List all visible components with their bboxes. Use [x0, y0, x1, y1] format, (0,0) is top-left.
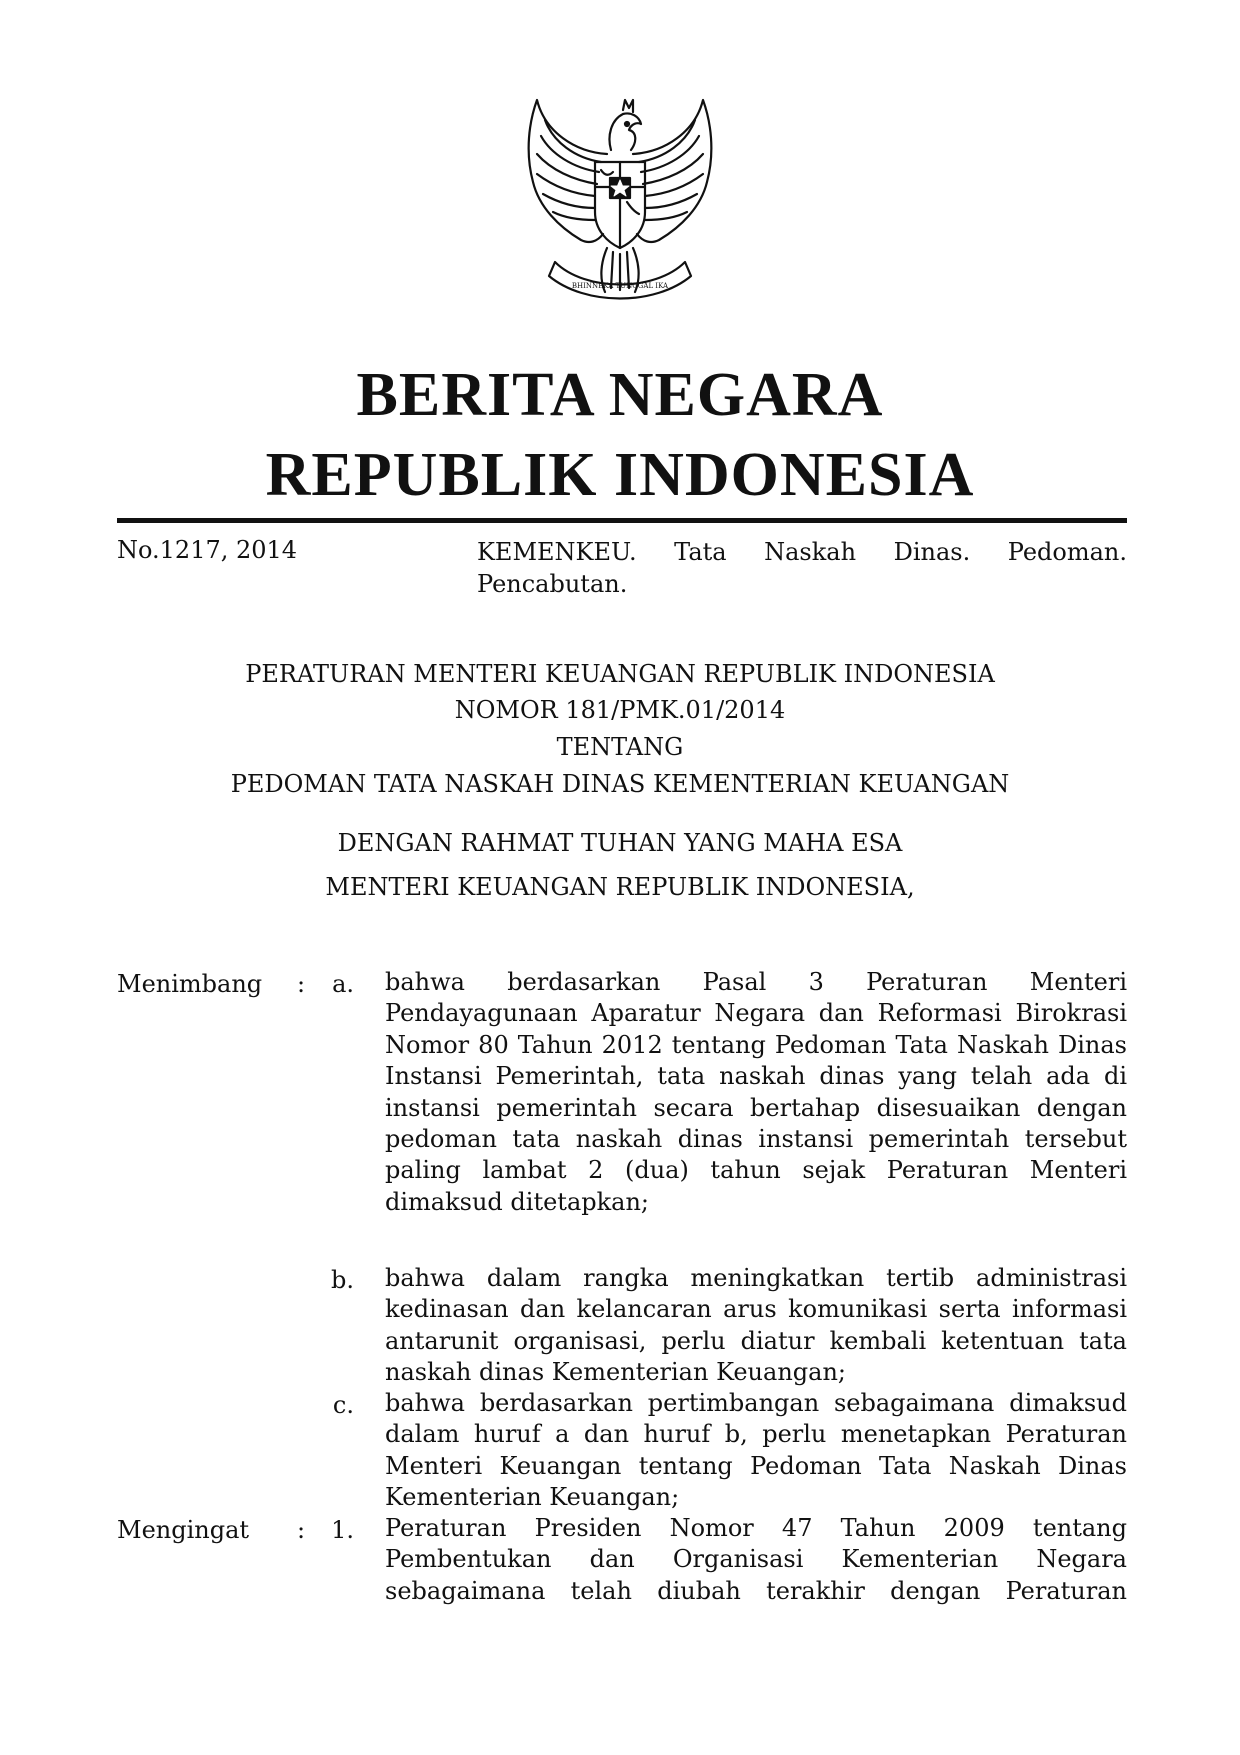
mengingat-label: Mengingat	[117, 1516, 250, 1544]
legal-basis-item: Peraturan Presiden Nomor 47 Tahun 2009 tentang Pembentukan dan Organisasi Kementerian Negara sebagaimana telah diubah terakhir dengan Peraturan	[385, 1514, 1127, 1605]
considering-item: bahwa dalam rangka meningkatkan tertib administrasi kedinasan dan kelancaran arus komunikasi serta informasi antarunit organisasi, perlu diatur kembali ketentuan tata naskah dinas Kementerian Keuangan;	[385, 1264, 1127, 1387]
item-marker: a.	[332, 970, 354, 998]
regulation-number: NOMOR 181/PMK.01/2014	[454, 696, 786, 724]
gazette-subject: KEMENKEU. Tata Naskah Dinas. Pedoman. Pencabutan.	[477, 538, 1127, 598]
mengingat-colon: :	[297, 1516, 306, 1544]
considering-item: bahwa berdasarkan pertimbangan sebagaimana dimaksud dalam huruf a dan huruf b, perlu menetapkan Peraturan Menteri Keuangan tentang Pedoman Tata Naskah Dinas Kementerian Keuangan;	[385, 1389, 1127, 1512]
item-marker: c.	[332, 1391, 354, 1419]
regulation-about: TENTANG	[556, 733, 684, 761]
item-marker: 1.	[331, 1516, 354, 1544]
menimbang-label: Menimbang	[117, 970, 263, 998]
masthead-title: BERITA NEGARA	[356, 361, 884, 429]
preamble-issuer: MENTERI KEUANGAN REPUBLIK INDONESIA,	[325, 873, 915, 901]
emblem-motto: BHINNEKA TUNGGAL IKA	[571, 282, 669, 290]
item-marker: b.	[331, 1266, 354, 1294]
garuda-emblem	[515, 92, 725, 314]
masthead-divider	[117, 518, 1127, 523]
masthead-subtitle: REPUBLIK INDONESIA	[265, 441, 975, 509]
considering-item: bahwa berdasarkan Pasal 3 Peraturan Menteri Pendayagunaan Aparatur Negara dan Reformasi Birokrasi Nomor 80 Tahun 2012 tentang Pedoman Tata Naskah Dinas Instansi Pemerintah, tata naskah dinas yang telah ada di instansi pemerintah secara bertahap disesuaikan dengan pedoman tata naskah dinas instansi pemerintah tersebut paling lambat 2 (dua) tahun sejak Peraturan Menteri dimaksud ditetapkan;	[385, 968, 1127, 1216]
regulation-subject: PEDOMAN TATA NASKAH DINAS KEMENTERIAN KEUANGAN	[230, 770, 1010, 798]
regulation-title: PERATURAN MENTERI KEUANGAN REPUBLIK INDONESIA	[245, 660, 995, 688]
gazette-number: No.1217, 2014	[117, 536, 298, 564]
menimbang-colon: :	[297, 970, 306, 998]
preamble-invocation: DENGAN RAHMAT TUHAN YANG MAHA ESA	[337, 829, 903, 857]
